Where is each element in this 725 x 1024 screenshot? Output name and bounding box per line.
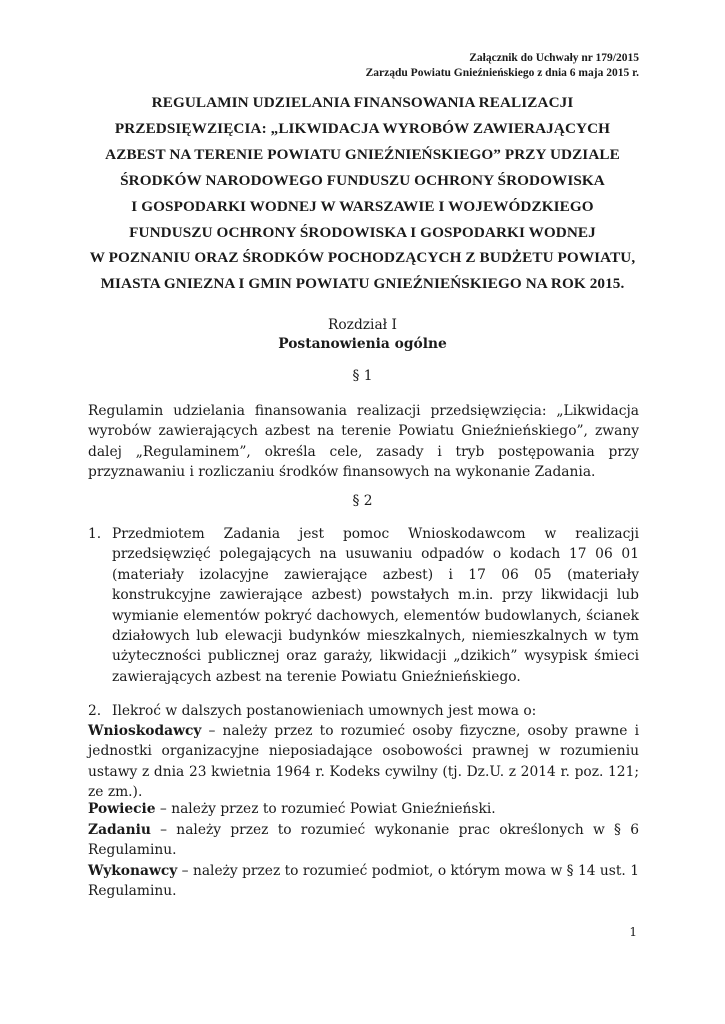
list-item-text: Przedmiotem Zadania jest pomoc Wnioskodawcom w realizacji przedsięwzięć polegających na usuwaniu odpadów o kodach 17 06 01 (materiały izolacyjne zawierające azbest) i 17 06 05 (materiały konstrukcyjne zawierające azbest) powstałych m.in. przy likwidacji lub wymianie elementów pokryć dachowych, elementów budowlanych, ścianek działowych lub elewacji budynków mieszkalnych, niemieszkalnych w tym użyteczności publicznej oraz garaży, likwidacji „dzikich” wysypisk śmieci zawierających azbest na terenie Powiatu Gnieźnieńskiego. [112,526,639,685]
section-2-mark: § 2 [352,493,373,509]
list-item-number: 2. [88,703,102,719]
title-line: MIASTA GNIEZNA I GMIN POWIATU GNIEŹNIEŃSKIEGO NA ROK 2015. [100,275,625,293]
chapter-title: Postanowienia ogólne [278,336,447,352]
definition-text: – należy przez to rozumieć Powiat Gnieźnieński. [155,801,496,817]
definition-term: Wykonawcy [88,863,178,879]
title-line: ŚRODKÓW NARODOWEGO FUNDUSZU OCHRONY ŚRODOWISKA [120,171,605,189]
chapter-heading [0,316,725,354]
title-line: REGULAMIN UDZIELANIA FINANSOWANIA REALIZACJI [151,94,574,111]
definition-term: Wnioskodawcy [88,723,202,739]
list-item-text: Ilekroć w dalszych postanowieniach umownych jest mowa o: [112,703,537,719]
page-number: 1 [629,925,637,939]
title-line: FUNDUSZU OCHRONY ŚRODOWISKA I GOSPODARKI WODNEJ [129,223,596,241]
section-1-text: Regulamin udzielania finansowania realizacji przedsięwzięcia: „Likwidacja wyrobów zawierających azbest na terenie Powiatu Gnieźnieńskiego”, zwany dalej „Regulaminem”, określa cele, zasady i tryb postępowania przy przyznawaniu i rozliczaniu środków finansowych na wykonanie Zadania. [88,403,639,481]
definition-zadaniu [88,820,639,861]
chapter-label: Rozdział I [327,317,397,333]
definition-text: – należy przez to rozumieć wykonanie prac określonych w § 6 Regulaminu. [88,822,639,859]
section-1-mark: § 1 [352,368,373,384]
annex-header [366,51,639,81]
definition-term: Zadaniu [88,822,151,838]
annex-line-1: Załącznik do Uchwały nr 179/2015 [469,52,639,64]
title-line: W POZNANIU ORAZ ŚRODKÓW POCHODZĄCYCH Z BUDŻETU POWIATU, [89,249,636,267]
definition-text: – należy przez to rozumieć osoby fizyczne, osoby prawne i jednostki organizacyjne nieposiadające osobowości prawnej w rozumieniu ustawy z dnia 23 kwietnia 1964 r. Kodeks cywilny (tj. Dz.U. z 2014 r. poz. 121; ze zm.). [88,723,639,801]
annex-line-2: Zarządu Powiatu Gnieźnieńskiego z dnia 6 maja 2015 r. [365,67,639,79]
title-line: AZBEST NA TERENIE POWIATU GNIEŹNIEŃSKIEGO” PRZY UDZIALE [105,145,620,163]
list-item [88,701,639,721]
title-line: PRZEDSIĘWZIĘCIA: „LIKWIDACJA WYROBÓW ZAWIERAJĄCYCH [114,119,611,137]
list-item-number: 1. [88,526,102,542]
list-item [88,524,639,687]
definition-powiecie [88,799,639,819]
document-title [70,90,655,297]
definition-term: Powiecie [88,801,156,817]
definition-text: – należy przez to rozumieć podmiot, o którym mowa w § 14 ust. 1 Regulaminu. [88,863,639,900]
definition-wnioskodawcy [88,721,639,803]
title-line: I GOSPODARKI WODNEJ W WARSZAWIE I WOJEWÓDZKIEGO [131,197,594,215]
definition-wykonawcy [88,861,639,902]
